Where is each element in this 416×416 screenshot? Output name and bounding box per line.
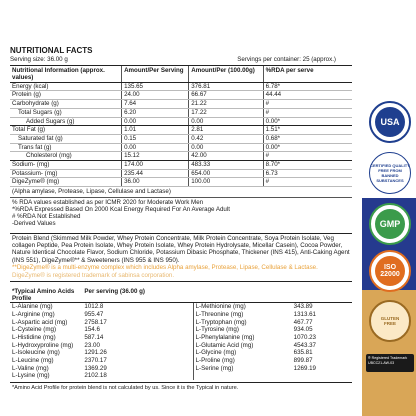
servings-per-container: Servings per container: 25 (approx.) <box>237 56 336 63</box>
amino-row <box>10 303 352 311</box>
amino-name: L-Valine (mg) <box>12 364 49 372</box>
gmp-badge <box>369 203 411 245</box>
amino-name: L-Alanine (mg) <box>12 303 53 311</box>
amino-header-serving: Per serving (36.00 g) <box>82 288 193 303</box>
nutrient-name: Total Sugars (g) <box>10 108 122 117</box>
amino-note: *Amino Acid Profile for protein blend is not calculated by us. Since it is the Typical in nature. <box>10 382 352 393</box>
amino-header-profile: *Typical Amino Acids Profile <box>10 288 82 303</box>
facts-title: NUTRITIONAL FACTS <box>10 46 93 55</box>
nutrient-rda: 0.68* <box>263 134 352 143</box>
nutrient-per-serving: 135.65 <box>122 82 189 91</box>
amino-table <box>10 288 352 380</box>
amino-value: 2370.17 <box>84 357 107 365</box>
nutrient-per-serving: 6.20 <box>122 108 189 117</box>
trademark-code: UBCC21-AW-03 <box>368 360 395 365</box>
iso-badge <box>369 250 411 292</box>
amino-value: 1070.23 <box>293 333 316 341</box>
nutrient-rda: 44.44 <box>263 91 352 100</box>
nutrient-name: Added Sugars (g) <box>10 117 122 126</box>
serving-info <box>10 56 352 66</box>
amino-value: 899.87 <box>293 357 313 365</box>
nutrient-per-serving: 1.01 <box>122 126 189 135</box>
nutrient-per-serving: 174.00 <box>122 161 189 170</box>
nutrition-row <box>10 108 352 117</box>
nutrient-rda: 0.00* <box>263 143 352 152</box>
nutrient-rda: # <box>263 100 352 109</box>
nutrient-per-100g: 66.67 <box>189 91 263 100</box>
banned-substance-free-badge <box>369 152 411 194</box>
header-per-serving: Amount/Per Serving <box>122 66 189 83</box>
nutrient-per-serving: 0.00 <box>122 143 189 152</box>
amino-value: 154.6 <box>84 326 100 334</box>
nutrient-per-serving: 7.64 <box>122 100 189 109</box>
nutrient-rda: # <box>263 178 352 187</box>
amino-row <box>10 357 352 365</box>
header-rda: %RDA per serve <box>263 66 352 83</box>
trademark-line: ® Registered Trademark <box>368 356 408 360</box>
amino-value: 2102.18 <box>84 372 107 380</box>
amino-header-blank <box>193 288 292 303</box>
nutrient-per-100g: 21.22 <box>189 100 263 109</box>
footnotes <box>10 198 352 229</box>
amino-name: L-Threonine (mg) <box>193 311 292 319</box>
serving-size: Serving size: 36.00 g <box>10 56 68 63</box>
amino-name: L-Histidine (mg) <box>12 333 56 341</box>
amino-name <box>193 372 292 380</box>
amino-value: 587.14 <box>84 333 104 341</box>
gmp-badge-center: GMP <box>375 209 405 239</box>
amino-name: L-Phenylalanine (mg) <box>193 334 292 342</box>
nutrient-name: Trans fat (g) <box>10 143 122 152</box>
registered-trademark-box <box>366 354 414 372</box>
amino-name: L-Aspartic acid (mg) <box>12 318 68 326</box>
amino-value <box>292 372 352 380</box>
nutrition-header-row <box>10 66 352 83</box>
nutrient-name: Cholesterol (mg) <box>10 152 122 161</box>
digezyme-note: **DigeZyme® is a multi-enzyme complex which includes Alpha amylase, Protease, Lipase, Cellulase & Lactase. <box>12 264 318 272</box>
footnote: -Derived Values <box>12 220 56 228</box>
nutrition-row <box>10 82 352 91</box>
amino-value: 2758.17 <box>84 318 107 326</box>
amino-body <box>10 303 352 381</box>
amino-row <box>10 311 352 319</box>
amino-name: L-Tyrosine (mg) <box>193 326 292 334</box>
amino-name: L-Isoleucine (mg) <box>12 349 60 357</box>
nutrient-per-100g: 17.22 <box>189 108 263 117</box>
nutrient-name: Carbohydrate (g) <box>10 100 122 109</box>
amino-name: L-Glutamic Acid (mg) <box>193 342 292 350</box>
gluten-badge-line: FREE <box>383 321 396 326</box>
ingredients-text: Protein Blend (Skimmed Milk Powder, Whey Protein Concentrate, Milk Protein Concentrate, Soya Protein Isolate, Veg collagen Peptide, Pea Protein Isolate, Whey Protein Isolate, Whey Protein Hydrolysate, Micellar Casein), Cocoa Powder, Nature Identical Chocolate Flavor, Sodium Chloride, Potassium Dibasic Phosphate, Thickener (INS 415), Anti-Caking Agent (INS 551), DigeZyme®** & Sweeteners (INS 955 & INS 950). <box>12 234 350 264</box>
nutrient-name: DigeZyme® (mg) <box>10 178 122 187</box>
amino-name: L-Leucine (mg) <box>12 357 54 365</box>
amino-value: 635.81 <box>293 349 313 357</box>
amino-header-blank <box>292 288 352 303</box>
nutrition-body <box>10 82 352 186</box>
nutrition-row <box>10 100 352 109</box>
amino-name: L-Glycine (mg) <box>193 349 292 357</box>
footnote: % RDA values established as per ICMR 2020 for Moderate Work Men <box>12 198 204 206</box>
nutrient-per-serving: 36.00 <box>122 178 189 187</box>
amino-value: 955.47 <box>84 310 104 318</box>
amino-value: 1313.61 <box>293 310 316 318</box>
nutrition-row <box>10 143 352 152</box>
nutrition-row <box>10 169 352 178</box>
nutrition-row <box>10 117 352 126</box>
enzyme-line: (Alpha amylase, Protease, Lipase, Cellulase and Lactase) <box>10 187 352 198</box>
nutrient-rda: 8.70* <box>263 161 352 170</box>
amino-value: 467.77 <box>293 318 313 326</box>
amino-value: 1369.29 <box>84 364 107 372</box>
nutrient-rda: # <box>263 108 352 117</box>
nutrient-rda: # <box>263 152 352 161</box>
amino-name: L-Proline (mg) <box>193 357 292 365</box>
amino-name: L-Lysine (mg) <box>12 372 50 380</box>
trademark-note: DigeZyme® is registered trademark of sabinsa corporation. <box>12 271 175 279</box>
amino-name: L-Tryptophan (mg) <box>193 319 292 327</box>
amino-row <box>10 365 352 373</box>
nutrition-row <box>10 178 352 187</box>
nutrient-rda: 6.73 <box>263 169 352 178</box>
nutrient-per-100g: 376.81 <box>189 82 263 91</box>
nutrition-row <box>10 152 352 161</box>
amino-row <box>10 342 352 350</box>
nutrient-rda: 0.00* <box>263 117 352 126</box>
nutrient-name: Sodium- (mg) <box>10 161 122 170</box>
amino-name: L-Methionine (mg) <box>193 303 292 311</box>
amino-value: 23.00 <box>84 341 100 349</box>
nutrient-per-100g: 0.00 <box>189 117 263 126</box>
gluten-free-badge <box>369 300 411 342</box>
amino-row <box>10 319 352 327</box>
nutrition-row <box>10 126 352 135</box>
free-badge-line: CERTIFIED QUALITY <box>370 163 410 168</box>
nutrient-per-100g: 654.00 <box>189 169 263 178</box>
nutrient-per-serving: 235.44 <box>122 169 189 178</box>
nutrition-row <box>10 134 352 143</box>
amino-name: L-Cysteine (mg) <box>12 326 57 334</box>
nutrition-row <box>10 161 352 170</box>
amino-value: 1012.8 <box>84 303 104 311</box>
nutrient-per-100g: 483.33 <box>189 161 263 170</box>
nutrient-name: Total Fat (g) <box>10 126 122 135</box>
nutrient-per-serving: 15.12 <box>122 152 189 161</box>
nutrient-per-100g: 0.42 <box>189 134 263 143</box>
amino-value: 343.89 <box>293 303 313 311</box>
amino-name: L-Hydroxyproline (mg) <box>12 341 74 349</box>
header-nutrient: Nutritional Information (approx. values) <box>10 66 122 83</box>
amino-name: L-Arginine (mg) <box>12 310 55 318</box>
nutrient-per-100g: 2.81 <box>189 126 263 135</box>
footnote: *%RDA Expressed Based On 2000 Kcal Energy Required For An Average Adult <box>12 206 230 214</box>
gluten-badge-line: GLUTEN <box>380 316 400 321</box>
nutrient-name: Saturated fat (g) <box>10 134 122 143</box>
amino-value: 4543.37 <box>293 341 316 349</box>
nutrient-per-serving: 24.00 <box>122 91 189 100</box>
amino-row <box>10 372 352 380</box>
amino-value: 1291.26 <box>84 349 107 357</box>
amino-name: L-Serine (mg) <box>193 365 292 373</box>
nutrient-per-100g: 0.00 <box>189 143 263 152</box>
nutrient-per-serving: 0.00 <box>122 117 189 126</box>
nutrient-rda: 1.51* <box>263 126 352 135</box>
amino-value: 1269.19 <box>293 364 316 372</box>
usa-quality-badge <box>369 101 411 143</box>
iso-badge-center: ISO 22000 <box>375 256 405 286</box>
amino-row <box>10 326 352 334</box>
amino-value: 934.05 <box>293 326 313 334</box>
nutrient-per-serving: 0.15 <box>122 134 189 143</box>
nutrient-name: Energy (kcal) <box>10 82 122 91</box>
nutrient-per-100g: 100.00 <box>189 178 263 187</box>
ingredients-box <box>10 233 352 282</box>
amino-row <box>10 334 352 342</box>
amino-row <box>10 349 352 357</box>
nutrient-per-100g: 42.00 <box>189 152 263 161</box>
usa-badge-center: USA <box>375 107 405 137</box>
nutrient-rda: 6.78* <box>263 82 352 91</box>
footnote: # %RDA Not Established <box>12 213 81 221</box>
nutrition-row <box>10 91 352 100</box>
free-badge-line: FREE FROM BANNED SUBSTANCES <box>376 168 404 183</box>
amino-header-row <box>10 288 352 303</box>
header-per-100g: Amount/Per (100.00g) <box>189 66 263 83</box>
nutrient-name: Potassium- (mg) <box>10 169 122 178</box>
nutrition-table <box>10 66 352 187</box>
nutrient-name: Protein (g) <box>10 91 122 100</box>
